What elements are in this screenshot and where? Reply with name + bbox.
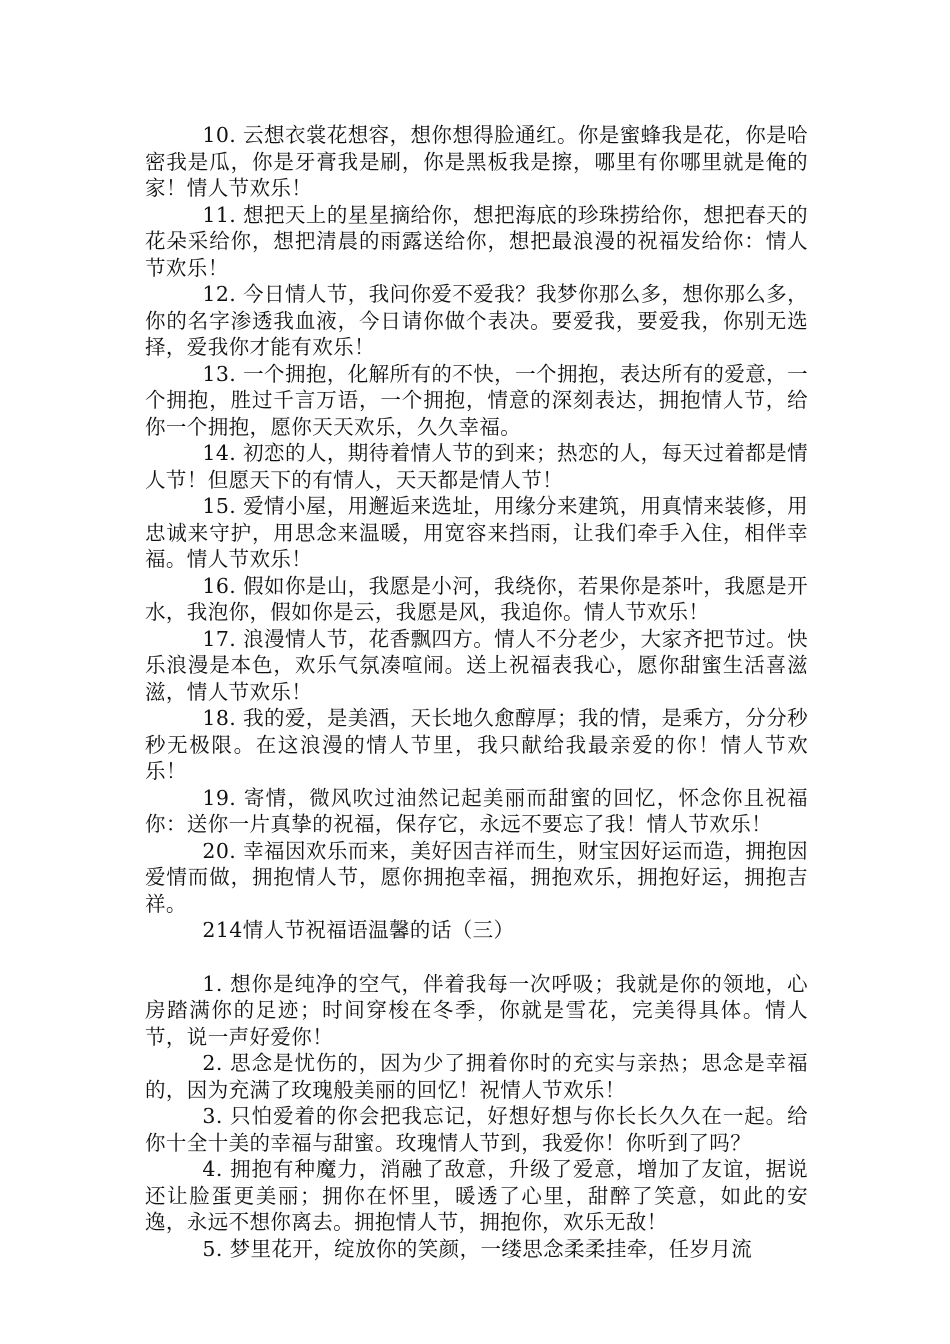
paragraph-17: 17. 浪漫情人节，花香飘四方。情人不分老少，大家齐把节过。快乐浪漫是本色，欢乐气氛凑喧闹。送上祝福表我心，愿你甜蜜生活喜滋滋，情人节欢乐！ (145, 626, 808, 704)
paragraph-14: 14. 初恋的人，期待着情人节的到来；热恋的人，每天过着都是情人节！但愿天下的有情人，天天都是情人节！ (145, 441, 808, 492)
paragraph-10: 10. 云想衣裳花想容，想你想得脸通红。你是蜜蜂我是花，你是哈密我是瓜，你是牙膏我是刷，你是黑板我是擦，哪里有你哪里就是俺的家！情人节欢乐！ (145, 123, 808, 200)
paragraph-11: 11. 想把天上的星星摘给你，想把海底的珍珠捞给你，想把春天的花朵采给你，想把清晨的雨露送给你，想把最浪漫的祝福发给你：情人节欢乐！ (145, 202, 808, 280)
paragraph-15: 15. 爱情小屋，用邂逅来选址，用缘分来建筑，用真情来装修，用忠诚来守护，用思念来温暖，用宽容来挡雨，让我们牵手入住，相伴幸福。情人节欢乐！ (145, 494, 808, 571)
section-title: 214情人节祝福语温馨的话（三） (202, 918, 515, 942)
paragraph-19: 19. 寄情，微风吹过油然记起美丽而甜蜜的回忆，怀念你且祝福你：送你一片真挚的祝福，保存它，永远不要忘了我！情人节欢乐！ (145, 785, 808, 836)
document-body (145, 122, 808, 1262)
paragraph-18: 18. 我的爱，是美酒，天长地久愈醇厚；我的情，是乘方，分分秒秒无极限。在这浪漫的情人节里，我只献给我最亲爱的你！情人节欢乐！ (145, 706, 808, 783)
blank-line (145, 944, 808, 971)
paragraph-4: 4. 拥抱有种魔力，消融了敌意，升级了爱意，增加了友谊，据说还让脸蛋更美丽；拥你在怀里，暖透了心里，甜醉了笑意，如此的安逸，永远不想你离去。拥抱情人节，拥抱你，欢乐无敌！ (145, 1157, 808, 1234)
paragraph-12: 12. 今日情人节，我问你爱不爱我？我梦你那么多，想你那么多，你的名字渗透我血液，今日请你做个表决。要爱我，要爱我，你别无选择，爱我你才能有欢乐！ (145, 282, 808, 359)
paragraph-20: 20. 幸福因欢乐而来，美好因吉祥而生，财宝因好运而造，拥抱因爱情而做，拥抱情人节，愿你拥抱幸福，拥抱欢乐，拥抱好运，拥抱吉祥。 (145, 838, 808, 916)
paragraph-1: 1. 想你是纯净的空气，伴着我每一次呼吸；我就是你的领地，心房踏满你的足迹；时间穿梭在冬季，你就是雪花，完美得具体。情人节，说一声好爱你！ (145, 971, 808, 1049)
paragraph-13: 13. 一个拥抱，化解所有的不快，一个拥抱，表达所有的爱意，一个拥抱，胜过千言万语，一个拥抱，情意的深刻表达，拥抱情人节，给你一个拥抱，愿你天天欢乐，久久幸福。 (145, 361, 808, 439)
paragraph-16: 16. 假如你是山，我愿是小河，我绕你，若果你是茶叶，我愿是开水，我泡你，假如你是云，我愿是风，我追你。情人节欢乐！ (145, 573, 808, 624)
paragraph-2: 2. 思念是忧伤的，因为少了拥着你时的充实与亲热；思念是幸福的，因为充满了玫瑰般美丽的回忆！祝情人节欢乐！ (145, 1051, 808, 1102)
paragraph-3: 3. 只怕爱着的你会把我忘记，好想好想与你长长久久在一起。给你十全十美的幸福与甜蜜。玫瑰情人节到，我爱你！你听到了吗？ (145, 1104, 808, 1155)
paragraph-5: 5. 梦里花开，绽放你的笑颜，一缕思念柔柔挂牵，任岁月流 (202, 1236, 753, 1261)
